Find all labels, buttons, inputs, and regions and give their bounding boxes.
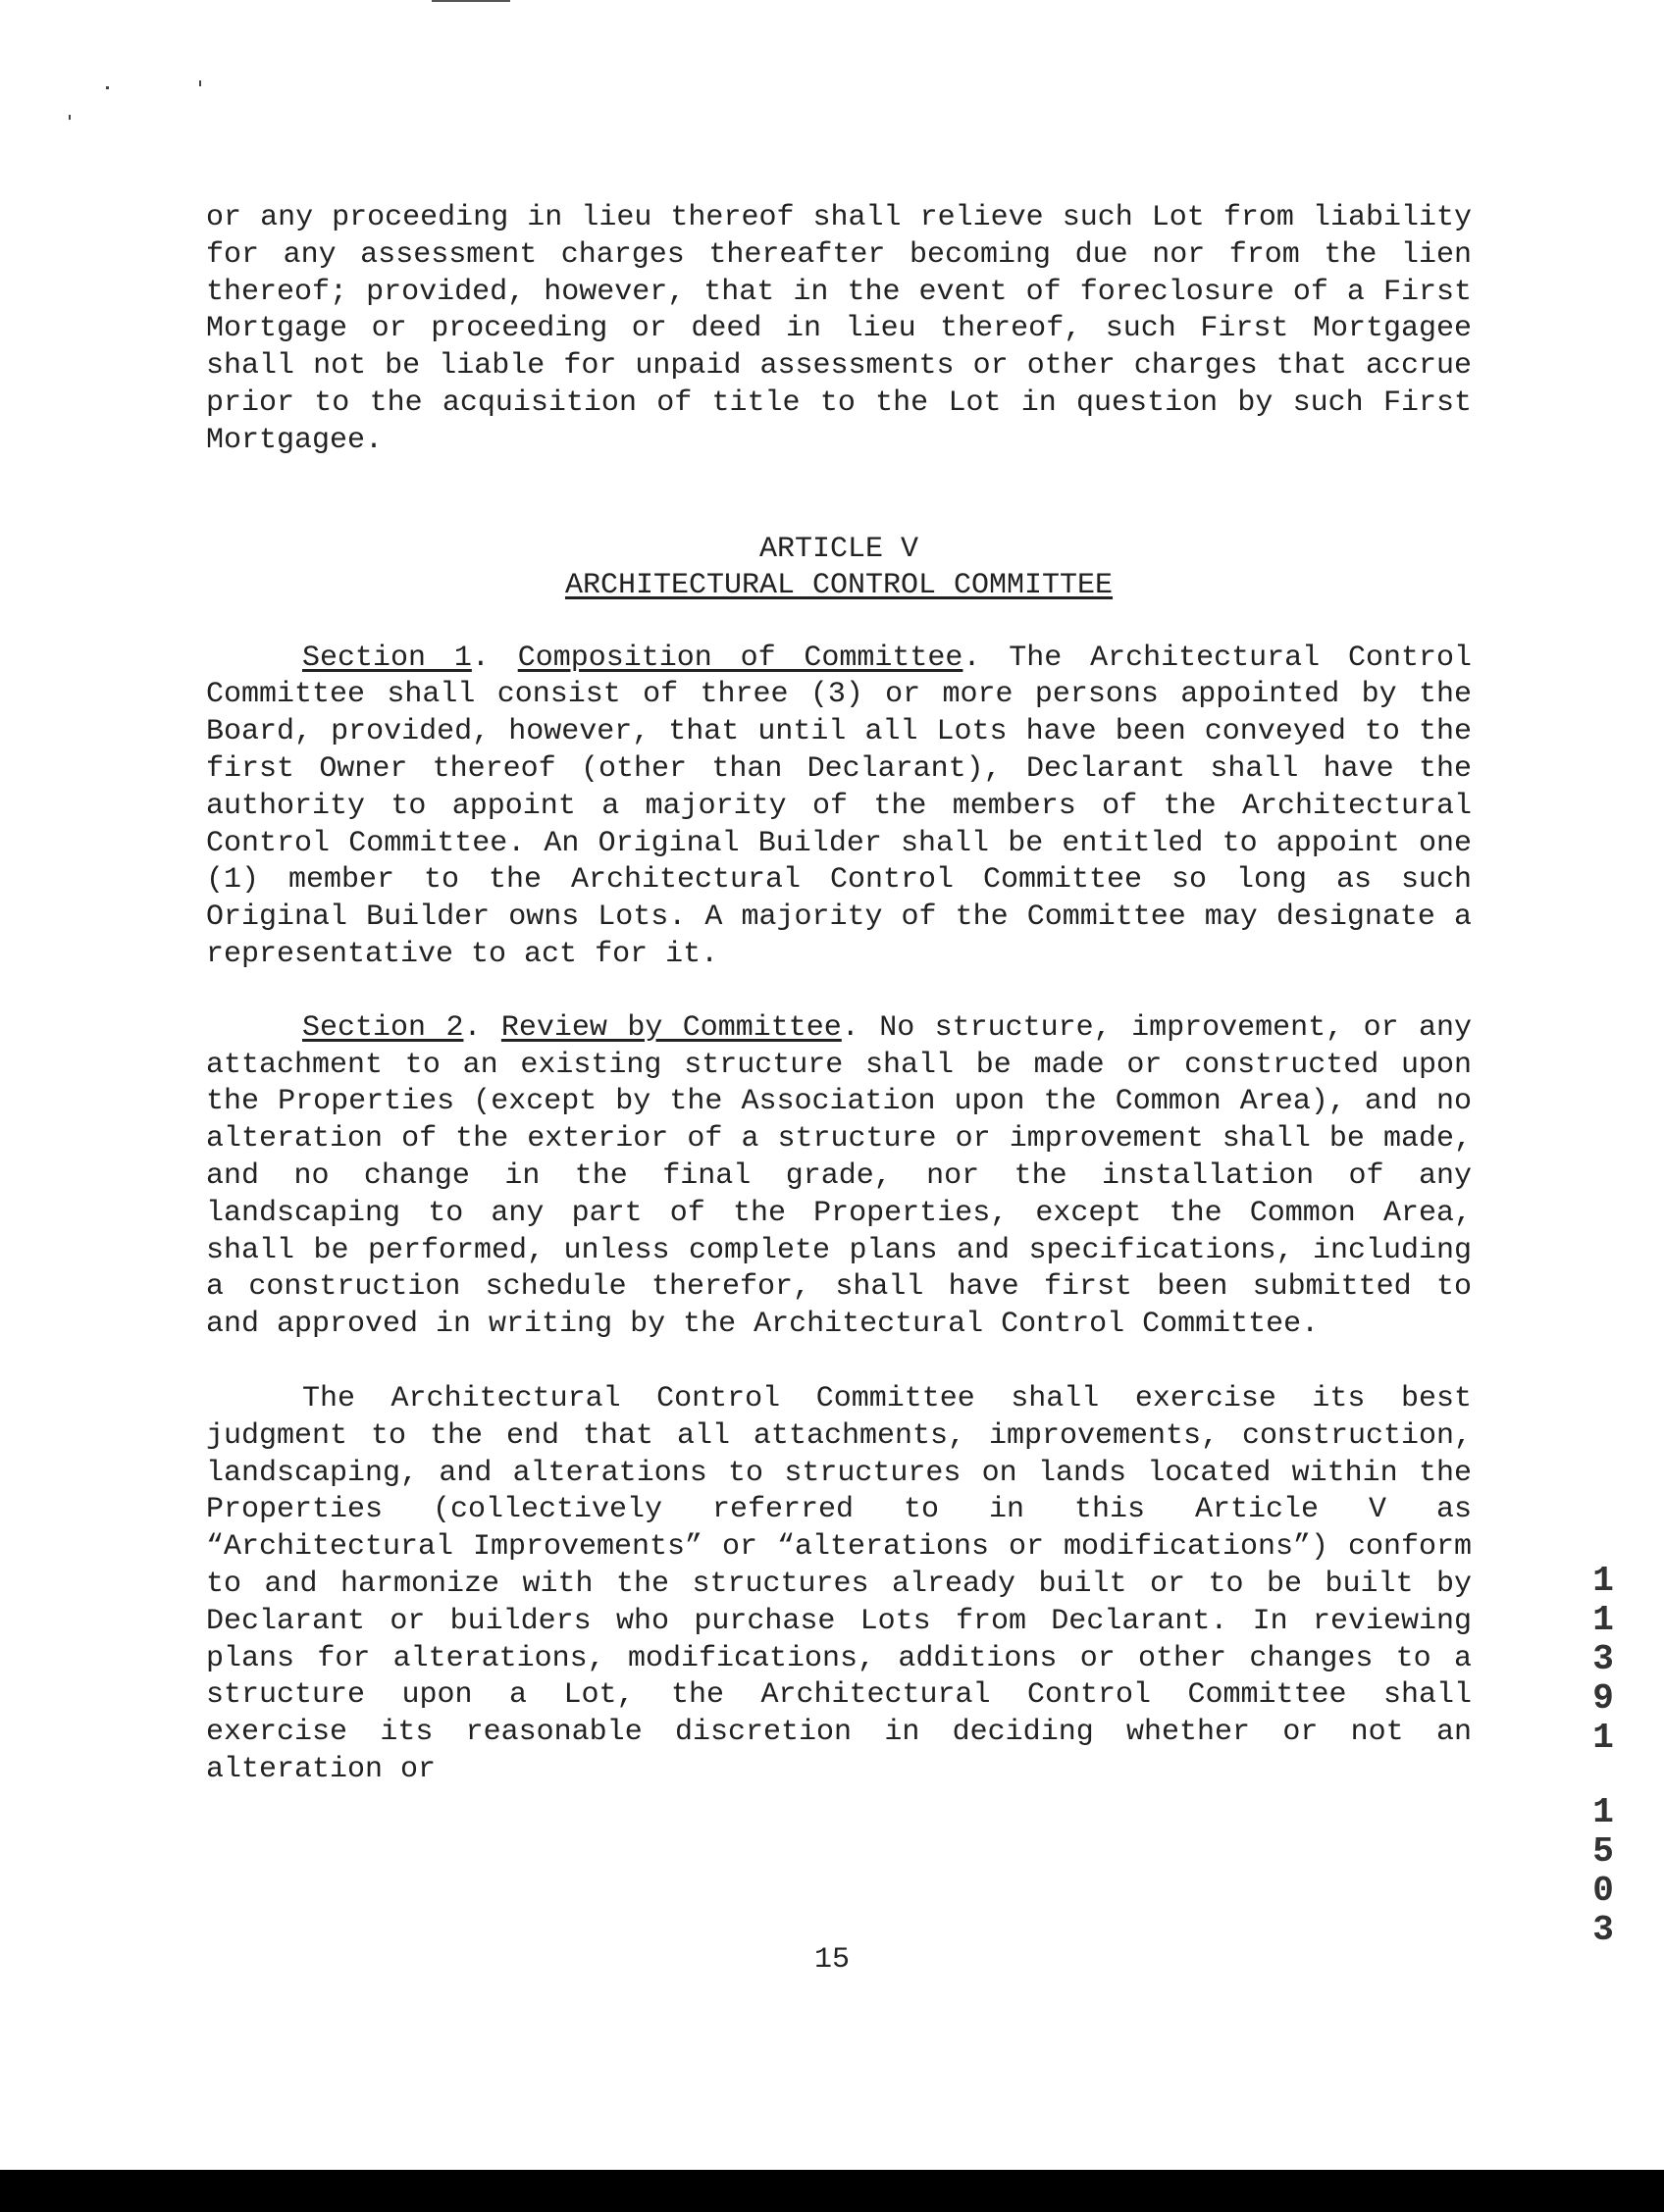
top-edge-rule xyxy=(432,0,510,2)
scan-speck xyxy=(199,80,201,86)
scan-bottom-band xyxy=(0,2170,1664,2212)
section-1-paragraph: Section 1. Composition of Committee. The Architectural Control Committee shall consist of three (3) or more persons appointed by the Board, provided, however, that until all Lots have been conveyed to the first Owner thereof (other than Declarant), Declarant shall have the authority to appoint a majority of the members of the Architectural Control Committee. An Original Builder shall be entitled to appoint one (1) member to the Architectural Control Committee so long as such Original Builder owns Lots. A majority of the Committee may designate a representative to act for it. xyxy=(206,641,1473,971)
stamp-digit: 1 xyxy=(1592,1561,1614,1601)
scan-speck xyxy=(69,115,71,120)
section-1-text: The Architectural Control Committee shall consist of three (3) or more persons appointed by the Board, provided, however, that until all Lots have been conveyed to the first Owner thereof (other than Declarant), Declarant shall have the authority to appoint a majority of the members of the Architectural Control Committee. An Original Builder shall be entitled to appoint one (1) member to the Architectural Control Committee so long as such Original Builder owns Lots. A majority of the Committee may designate a representative to act for it. xyxy=(206,641,1473,971)
section-2-paragraph: Section 2. Review by Committee. No structure, improvement, or any attachment to an existing structure shall be made or constructed upon the Properties (except by the Association upon the Common Area), and no alteration of the exterior of a structure or improvement shall be made, and no change in the final grade, nor the installation of any landscaping to any part of the Properties, except the Common Area, shall be performed, unless complete plans and specifications, including a construction schedule therefor, shall have first been submitted to and approved in writing by the Architectural Control Committee. xyxy=(206,1010,1473,1342)
recording-stamp-number xyxy=(1591,1562,1615,1950)
stamp-spacer xyxy=(1591,1758,1615,1793)
stamp-digit: 9 xyxy=(1592,1678,1614,1719)
document-body xyxy=(206,200,1472,1789)
article-heading xyxy=(206,532,1472,604)
stamp-digit: 3 xyxy=(1592,1639,1614,1679)
section-1-label: Section 1 xyxy=(302,641,472,675)
article-number: ARTICLE V xyxy=(758,532,919,566)
stamp-digit: 1 xyxy=(1592,1600,1614,1640)
stamp-digit: 1 xyxy=(1592,1718,1614,1758)
section-1-heading: Composition of Committee xyxy=(517,641,963,675)
paragraph-gap xyxy=(206,1344,1472,1381)
section-2-heading: Review by Committee xyxy=(500,1010,842,1045)
opening-paragraph: or any proceeding in lieu thereof shall relieve such Lot from liability for any assessment charges thereafter becoming due nor from the lien thereof; provided, however, that in the event of foreclosure of a First Mortgage or proceeding or deed in lieu thereof, such First Mortgagee shall not be liable for unpaid assessments or other charges that accrue prior to the acquisition of title to the Lot in question by such First Mortgagee. xyxy=(206,201,1472,457)
stamp-digit: 0 xyxy=(1592,1871,1614,1911)
section-2-label: Section 2 xyxy=(302,1010,464,1045)
closing-paragraph: The Architectural Control Committee shall exercise its best judgment to the end that all attachments, improvements, construction, landscaping, and alterations to structures on lands located within the Properties (collectively referred to in this Article V as “Architectural Improvements” or “alterations or modifications”) conform to and harmonize with the structures already built or to be built by Declarant or builders who purchase Lots from Declarant. In reviewing plans for alterations, modifications, additions or other changes to a structure upon a Lot, the Architectural Control Committee shall exercise its reasonable discretion in deciding whether or not an alteration or xyxy=(206,1381,1472,1786)
scan-speck xyxy=(106,86,109,89)
section-2-text: No structure, improvement, or any attachment to an existing structure shall be made or constructed upon the Properties (except by the Association upon the Common Area), and no alteration of the exterior of a structure or improvement shall be made, and no change in the final grade, nor the installation of any landscaping to any part of the Properties, except the Common Area, shall be performed, unless complete plans and specifications, including a construction schedule therefor, shall have first been submitted to and approved in writing by the Architectural Control Committee. xyxy=(206,1010,1473,1342)
page-number: 15 xyxy=(813,1943,850,1977)
stamp-digit: 5 xyxy=(1592,1831,1614,1872)
stamp-digit: 3 xyxy=(1592,1910,1614,1950)
stamp-digit: 1 xyxy=(1592,1792,1614,1832)
paragraph-gap xyxy=(206,974,1472,1010)
article-title: ARCHITECTURAL CONTROL COMMITTEE xyxy=(564,568,1114,602)
